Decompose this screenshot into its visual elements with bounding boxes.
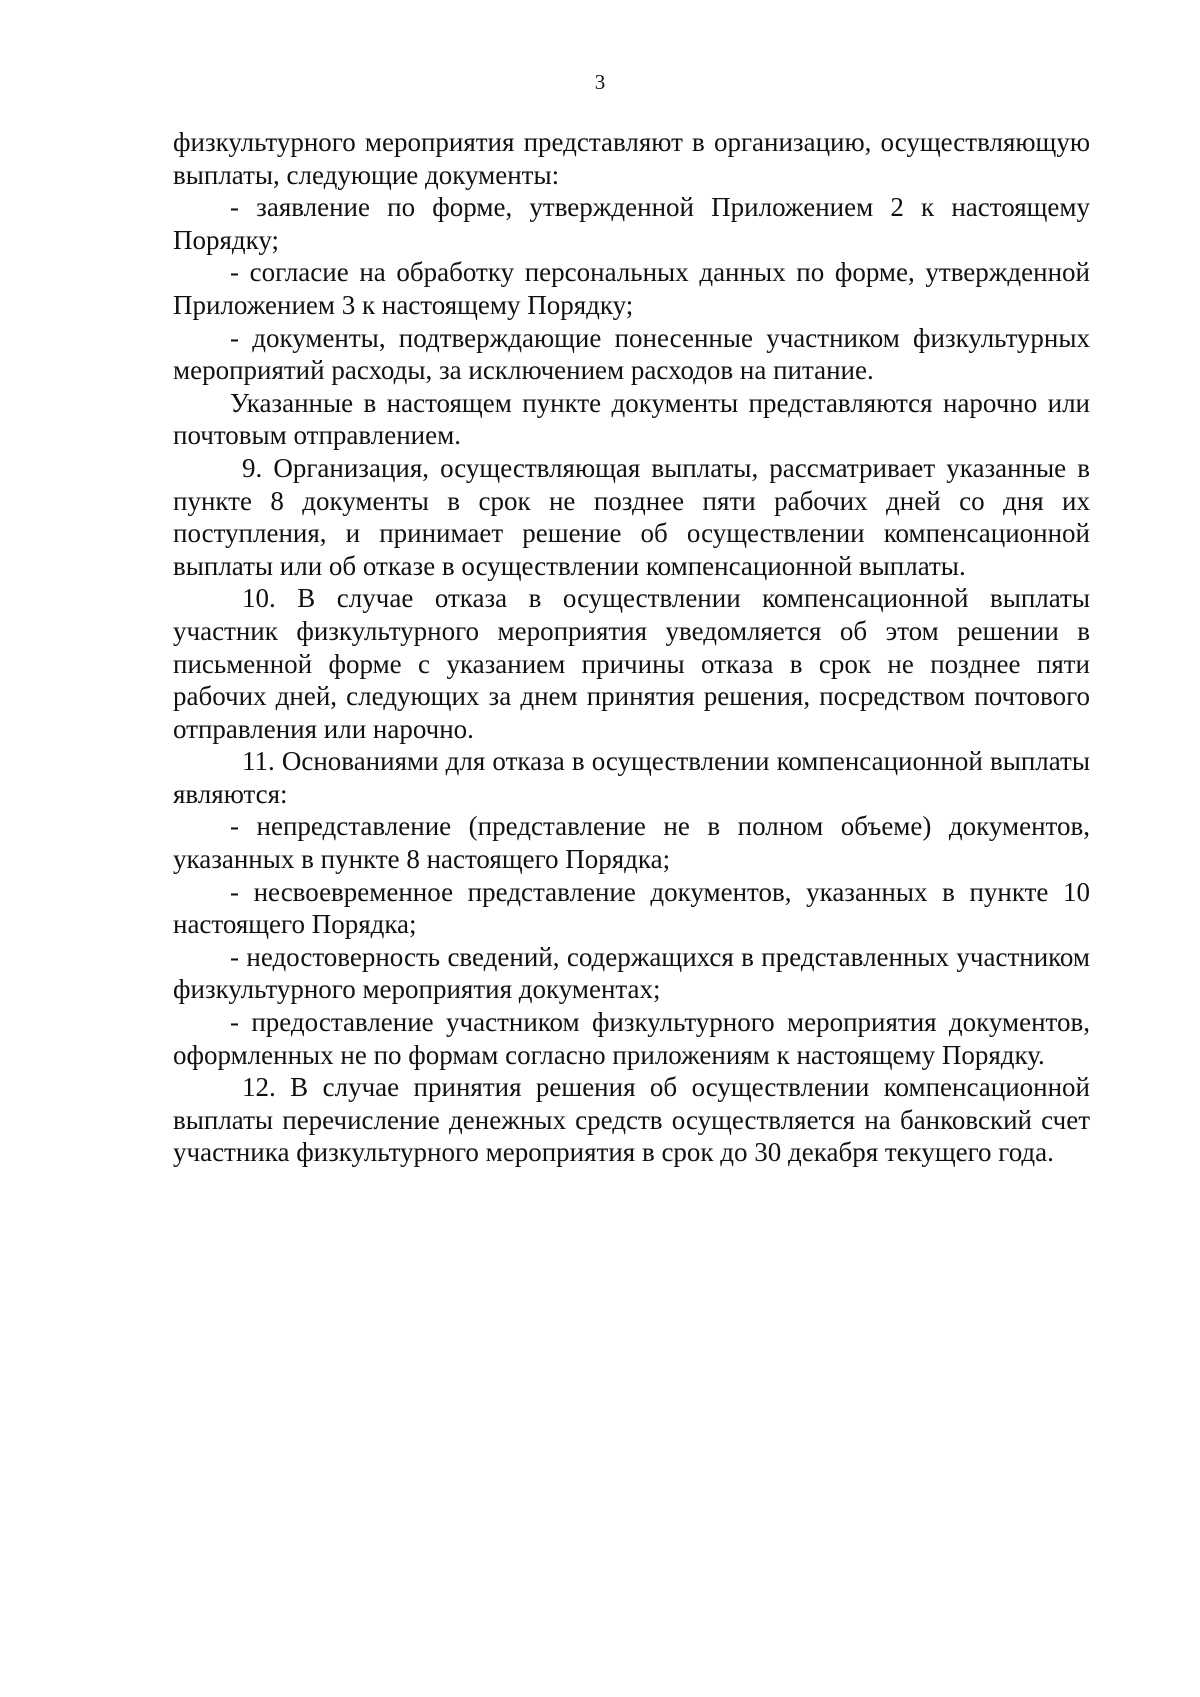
paragraph-submission-method: Указанные в настоящем пункте документы представляются нарочно или почтовым отправлением. (173, 387, 1090, 451)
page-number: 3 (594, 70, 606, 94)
paragraph-item-12: 12. В случае принятия решения об осуществлении компенсационной выплаты перечисление денежных средств осуществляется на банковский счет участника физкультурного мероприятия в срок до 30 декабря текущего года. (173, 1072, 1090, 1168)
paragraph-item-10: 10. В случае отказа в осуществлении компенсационной выплаты участник физкультурного мероприятия уведомляется об этом решении в письменной форме с указанием причины отказа в срок не позднее пяти рабочих дней, следующих за днем принятия решения, посредством почтового отправления или нарочно. (173, 583, 1090, 744)
paragraph-item-9: 9. Организация, осуществляющая выплаты, рассматривает указанные в пункте 8 документы в срок не позднее пяти рабочих дней со дня их поступления, и принимает решение об осуществлении компенсационной выплаты или об отказе в осуществлении компенсационной выплаты. (173, 452, 1090, 581)
list-item-expenses: - документы, подтверждающие понесенные участником физкультурных мероприятий расходы, за исключением расходов на питание. (173, 322, 1090, 386)
list-item-reason-nonsubmission: - непредставление (представление не в полном объеме) документов, указанных в пункте 8 настоящего Порядка; (173, 811, 1090, 875)
list-item-reason-inaccurate: - недостоверность сведений, содержащихся в представленных участником физкультурного мероприятия документах; (173, 941, 1090, 1005)
paragraph-continuation: физкультурного мероприятия представляют в организацию, осуществляющую выплаты, следующие документы: (173, 127, 1090, 190)
document-body (173, 126, 1090, 1169)
list-item-application: - заявление по форме, утвержденной Приложением 2 к настоящему Порядку; (173, 192, 1090, 255)
list-item-reason-late: - несвоевременное представление документов, указанных в пункте 10 настоящего Порядка; (173, 876, 1090, 940)
paragraph-item-11: 11. Основаниями для отказа в осуществлении компенсационной выплаты являются: (173, 746, 1090, 809)
list-item-reason-wrong-forms: - предоставление участником физкультурного мероприятия документов, оформленных не по формам согласно приложениям к настоящему Порядку. (173, 1007, 1090, 1070)
list-item-consent: - согласие на обработку персональных данных по форме, утвержденной Приложением 3 к настоящему Порядку; (173, 257, 1090, 320)
